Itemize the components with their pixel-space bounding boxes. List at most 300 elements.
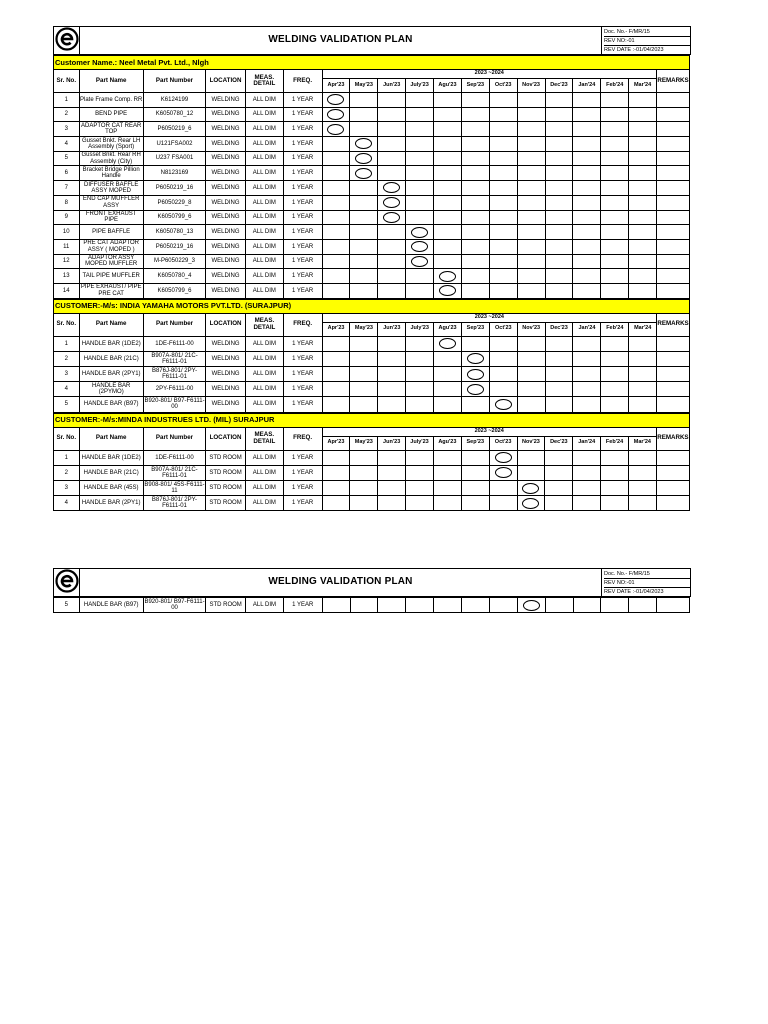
location-cell: WELDING (206, 137, 246, 152)
month-cell (461, 122, 489, 137)
document-info (602, 27, 691, 55)
month-cell (350, 254, 378, 269)
month-cell (322, 166, 350, 181)
frequency-cell: 1 YEAR (283, 397, 322, 412)
table-row (54, 465, 690, 480)
meas-detail-cell: ALL DIM (245, 210, 283, 225)
month-cell (601, 465, 629, 480)
remarks-cell (657, 351, 690, 366)
part-number-header: Part Number (143, 313, 205, 336)
month-cell (601, 480, 629, 495)
sr-no-cell: 1 (54, 93, 80, 108)
part-name-cell: END CAP MUFFLER ASSY (79, 195, 143, 210)
frequency-cell: 1 YEAR (283, 450, 322, 465)
meas-detail-cell: ALL DIM (245, 283, 283, 298)
remarks-cell (657, 382, 690, 397)
meas-detail-cell: ALL DIM (245, 450, 283, 465)
month-cell (545, 239, 573, 254)
meas-detail-cell: ALL DIM (246, 397, 284, 412)
part-name-cell: PRE CAT ADAPTOR ASSY ( MOPED ) (79, 239, 143, 254)
month-header: Jun'23 (378, 322, 406, 336)
month-cell (601, 598, 629, 613)
month-cell (628, 496, 656, 511)
frequency-cell: 1 YEAR (283, 166, 322, 181)
column-header-row (54, 427, 690, 436)
month-cell (406, 195, 434, 210)
customer-row (54, 56, 690, 70)
month-cell (406, 254, 434, 269)
validation-mark-circle (411, 241, 428, 252)
freq-header: FREQ. (283, 427, 322, 450)
month-cell (406, 225, 434, 240)
month-header: Agu'23 (434, 322, 462, 336)
validation-mark-circle (523, 600, 540, 611)
validation-mark-circle (355, 153, 372, 164)
meas-detail-cell: ALL DIM (245, 225, 283, 240)
month-cell (433, 480, 461, 495)
month-cell (601, 254, 629, 269)
month-cell (489, 397, 517, 412)
month-cell (406, 210, 434, 225)
remarks-cell (657, 210, 690, 225)
sr-no-cell: 2 (54, 351, 80, 366)
doc-number: Doc. No.- F/MR/15 (604, 28, 690, 37)
sr-no-cell: 8 (54, 195, 80, 210)
month-cell (573, 181, 601, 196)
month-cell (601, 269, 629, 284)
month-cell (489, 137, 517, 152)
month-cell (573, 107, 601, 122)
part-name-cell: Gusset Bnkt. Rear RH Assembly (City) (79, 151, 143, 166)
month-cell (517, 496, 545, 511)
month-cell (322, 225, 350, 240)
month-cell (433, 450, 461, 465)
meas-detail-cell: ALL DIM (245, 480, 283, 495)
remarks-cell (657, 225, 690, 240)
month-cell (545, 151, 573, 166)
sr-no-cell: 3 (54, 480, 80, 495)
month-cell (462, 598, 490, 613)
sr-no-cell: 3 (54, 122, 80, 137)
location-header: LOCATION (206, 427, 246, 450)
meas-detail-cell: ALL DIM (245, 195, 283, 210)
month-header: Mar'24 (629, 79, 657, 93)
month-cell (629, 93, 657, 108)
month-cell (378, 93, 406, 108)
month-cell (573, 336, 601, 351)
month-cell (601, 107, 629, 122)
month-cell (406, 93, 434, 108)
sr-no-cell: 3 (54, 367, 80, 382)
month-cell (489, 367, 517, 382)
part-number-cell: K6050799_6 (143, 210, 205, 225)
meas-detail-cell: ALL DIM (245, 181, 283, 196)
month-cell (629, 107, 657, 122)
month-cell (489, 465, 517, 480)
column-header-row (54, 313, 690, 322)
month-cell (517, 480, 545, 495)
validation-table (53, 413, 690, 512)
month-cell (322, 122, 350, 137)
month-cell (350, 351, 378, 366)
month-cell (406, 598, 434, 613)
month-cell (322, 496, 350, 511)
month-cell (601, 151, 629, 166)
part-number-cell: K6124199 (143, 93, 205, 108)
month-cell (461, 465, 489, 480)
month-cell (489, 496, 517, 511)
month-cell (350, 382, 378, 397)
month-cell (573, 166, 601, 181)
part-name-cell: Gusset Bnkt. Rear LH Assembly (Sport) (79, 137, 143, 152)
table-row (54, 107, 690, 122)
month-header: Oct'23 (489, 322, 517, 336)
document-title: WELDING VALIDATION PLAN (80, 569, 602, 597)
month-cell (545, 450, 573, 465)
part-name-header: Part Name (79, 70, 143, 93)
month-cell (573, 351, 601, 366)
month-cell (628, 450, 656, 465)
sr-no-cell: 6 (54, 166, 80, 181)
sr-no-cell: 4 (54, 382, 80, 397)
month-header: Jan'24 (573, 322, 601, 336)
month-cell (461, 283, 489, 298)
location-cell: WELDING (206, 397, 246, 412)
month-cell (322, 269, 350, 284)
table-row (54, 367, 690, 382)
meas-detail-cell: ALL DIM (245, 239, 283, 254)
month-cell (350, 151, 378, 166)
meas-detail-cell: ALL DIM (246, 598, 284, 613)
month-cell (489, 93, 517, 108)
sr-no-cell: 5 (54, 397, 80, 412)
location-cell: WELDING (206, 122, 246, 137)
location-cell: STD ROOM (206, 465, 246, 480)
month-cell (378, 450, 406, 465)
frequency-cell: 1 YEAR (283, 269, 322, 284)
month-cell (461, 480, 489, 495)
month-cell (350, 181, 378, 196)
month-cell (350, 210, 378, 225)
remarks-cell (657, 107, 690, 122)
location-cell: WELDING (206, 107, 246, 122)
month-cell (406, 367, 434, 382)
month-cell (517, 351, 545, 366)
month-header: July'23 (406, 322, 434, 336)
part-name-cell: BEND PIPE (79, 107, 143, 122)
month-cell (322, 151, 350, 166)
table-row (54, 496, 690, 511)
month-cell (350, 239, 378, 254)
month-cell (489, 210, 517, 225)
month-cell (378, 382, 406, 397)
month-cell (601, 450, 629, 465)
table-row (54, 480, 690, 495)
month-cell (322, 397, 350, 412)
month-cell (434, 382, 462, 397)
month-cell (322, 283, 350, 298)
part-number-cell: P6050219_16 (143, 239, 205, 254)
month-cell (629, 181, 657, 196)
month-cell (461, 254, 489, 269)
month-cell (350, 269, 378, 284)
month-cell (517, 450, 545, 465)
table-row (54, 93, 690, 108)
month-cell (378, 336, 406, 351)
sr-no-cell: 11 (54, 239, 80, 254)
meas-detail-cell: ALL DIM (245, 166, 283, 181)
revision-number: REV NO:-01 (604, 37, 690, 46)
month-header: Sep'23 (461, 79, 489, 93)
month-cell (350, 480, 378, 495)
sr-no-header: Sr. No. (54, 70, 80, 93)
meas-detail-cell: ALL DIM (246, 367, 284, 382)
remarks-cell (657, 122, 690, 137)
month-cell (406, 151, 434, 166)
month-cell (378, 225, 406, 240)
column-header-row (54, 70, 690, 79)
location-cell: WELDING (206, 367, 246, 382)
table-row (54, 382, 690, 397)
month-cell (434, 269, 462, 284)
month-cell (461, 137, 489, 152)
month-cell (406, 351, 434, 366)
revision-date: REV DATE :-01/04/2023 (604, 588, 664, 595)
part-number-cell: K6050799_6 (143, 283, 205, 298)
document-header (53, 26, 691, 55)
month-header: Oct'23 (489, 79, 517, 93)
month-cell (378, 210, 406, 225)
month-cell (406, 336, 434, 351)
table-row (54, 166, 690, 181)
remarks-cell (657, 367, 690, 382)
month-cell (461, 450, 489, 465)
remarks-cell (657, 137, 690, 152)
month-cell (601, 181, 629, 196)
month-cell (350, 450, 378, 465)
frequency-cell: 1 YEAR (283, 283, 322, 298)
month-cell (434, 210, 462, 225)
month-cell (350, 107, 378, 122)
month-cell (434, 254, 462, 269)
part-name-cell: HANDLE BAR (B97) (79, 397, 143, 412)
month-cell (545, 351, 573, 366)
month-cell (322, 107, 350, 122)
part-number-cell: U237 FSA001 (143, 151, 205, 166)
month-cell (489, 122, 517, 137)
month-cell (628, 480, 656, 495)
month-cell (378, 122, 406, 137)
month-cell (489, 254, 517, 269)
e-logo-icon (55, 569, 79, 593)
frequency-cell: 1 YEAR (283, 480, 322, 495)
freq-header: FREQ. (283, 70, 322, 93)
month-cell (461, 496, 489, 511)
customer-row (54, 413, 690, 427)
validation-mark-circle (327, 109, 344, 120)
month-cell (434, 225, 462, 240)
validation-mark-circle (522, 483, 539, 494)
validation-mark-circle (383, 197, 400, 208)
customer-row (54, 299, 690, 313)
frequency-cell: 1 YEAR (283, 225, 322, 240)
month-cell (461, 107, 489, 122)
table-row (54, 598, 690, 613)
document-title: WELDING VALIDATION PLAN (80, 27, 602, 55)
month-header: Apr'23 (322, 79, 350, 93)
month-cell (545, 225, 573, 240)
remarks-cell (657, 151, 690, 166)
month-cell (573, 382, 601, 397)
month-cell (461, 181, 489, 196)
month-cell (545, 480, 573, 495)
month-cell (350, 137, 378, 152)
month-cell (434, 107, 462, 122)
month-cell (322, 336, 350, 351)
month-cell (601, 137, 629, 152)
month-cell (517, 465, 545, 480)
location-cell: STD ROOM (206, 496, 246, 511)
table-row (54, 122, 690, 137)
sr-no-header: Sr. No. (54, 427, 80, 450)
frequency-cell: 1 YEAR (283, 598, 322, 613)
month-cell (573, 269, 601, 284)
location-cell: STD ROOM (206, 480, 246, 495)
part-number-cell: P6050219_6 (143, 122, 205, 137)
month-cell (406, 239, 434, 254)
meas-detail-cell: ALL DIM (245, 254, 283, 269)
month-header: May'23 (350, 322, 378, 336)
table-row (54, 181, 690, 196)
frequency-cell: 1 YEAR (283, 151, 322, 166)
month-cell (489, 107, 517, 122)
month-cell (434, 93, 462, 108)
month-cell (601, 367, 629, 382)
part-name-cell: HANDLE BAR (2PY1) (79, 496, 143, 511)
meas-detail-cell: ALL DIM (246, 351, 284, 366)
frequency-cell: 1 YEAR (283, 336, 322, 351)
month-cell (434, 151, 462, 166)
month-cell (322, 465, 350, 480)
validation-mark-circle (355, 138, 372, 149)
sections-container (53, 55, 690, 511)
month-cell (433, 496, 461, 511)
month-cell (434, 598, 462, 613)
month-cell (517, 122, 545, 137)
month-cell (601, 397, 629, 412)
month-cell (350, 166, 378, 181)
month-cell (461, 239, 489, 254)
remarks-cell (657, 336, 690, 351)
table-row (54, 336, 690, 351)
part-number-cell: K6050780_13 (143, 225, 205, 240)
month-cell (573, 496, 601, 511)
month-cell (629, 397, 657, 412)
year-range-header: 2023 ~2024 (322, 427, 656, 436)
remarks-cell (657, 598, 690, 613)
month-cell (629, 166, 657, 181)
month-header: Oct'23 (489, 436, 517, 450)
month-cell (350, 225, 378, 240)
month-cell (573, 598, 601, 613)
part-number-cell: M-P6050229_3 (143, 254, 205, 269)
frequency-cell: 1 YEAR (283, 210, 322, 225)
frequency-cell: 1 YEAR (283, 122, 322, 137)
month-cell (461, 367, 489, 382)
month-cell (629, 225, 657, 240)
month-header: Nov'23 (517, 79, 545, 93)
table-row (54, 210, 690, 225)
month-cell (545, 210, 573, 225)
month-cell (406, 107, 434, 122)
month-cell (350, 336, 378, 351)
month-cell (434, 336, 462, 351)
month-cell (322, 382, 350, 397)
meas-detail-cell: ALL DIM (245, 93, 283, 108)
sr-no-cell: 2 (54, 465, 80, 480)
validation-mark-circle (327, 94, 344, 105)
month-cell (573, 93, 601, 108)
frequency-cell: 1 YEAR (283, 496, 322, 511)
month-cell (434, 351, 462, 366)
validation-mark-circle (439, 285, 456, 296)
month-cell (378, 367, 406, 382)
month-cell (489, 195, 517, 210)
location-cell: WELDING (206, 254, 246, 269)
month-cell (461, 382, 489, 397)
month-cell (378, 480, 406, 495)
validation-mark-circle (495, 452, 512, 463)
month-cell (322, 351, 350, 366)
month-header: July'23 (406, 79, 434, 93)
month-cell (322, 367, 350, 382)
frequency-cell: 1 YEAR (283, 382, 322, 397)
validation-mark-circle (355, 168, 372, 179)
validation-table (53, 299, 690, 413)
month-cell (489, 283, 517, 298)
month-cell (517, 367, 545, 382)
location-cell: WELDING (206, 239, 246, 254)
customer-name: CUSTOMER:-M/s:MINDA INDUSTRUES LTD. (MIL) SURAJPUR (54, 413, 690, 427)
month-cell (434, 195, 462, 210)
validation-table (53, 55, 690, 299)
month-cell (545, 269, 573, 284)
part-number-cell: N8123169 (143, 166, 205, 181)
month-cell (573, 465, 601, 480)
meas-detail-header: MEAS. DETAIL (245, 427, 283, 450)
sr-no-cell: 7 (54, 181, 80, 196)
month-cell (406, 166, 434, 181)
page-2 (53, 568, 690, 613)
part-name-cell: HANDLE BAR (21C) (79, 465, 143, 480)
month-cell (434, 166, 462, 181)
month-cell (350, 598, 378, 613)
part-name-cell: PIPE EXHAUST/ PIPE PRE CAT (80, 284, 142, 297)
meas-detail-cell: ALL DIM (246, 336, 284, 351)
validation-mark-circle (411, 227, 428, 238)
month-cell (601, 336, 629, 351)
validation-mark-circle (439, 271, 456, 282)
month-cell (322, 93, 350, 108)
part-number-cell: B920-801/ B97-F6111-00 (144, 598, 205, 612)
month-cell (573, 480, 601, 495)
part-number-cell: B908-801/ 45S-F6111-11 (144, 481, 205, 495)
month-cell (517, 181, 545, 196)
frequency-cell: 1 YEAR (283, 107, 322, 122)
sr-no-cell: 4 (54, 496, 80, 511)
remarks-cell (657, 93, 690, 108)
part-name-cell: HANDLE BAR (1DE2) (79, 450, 143, 465)
